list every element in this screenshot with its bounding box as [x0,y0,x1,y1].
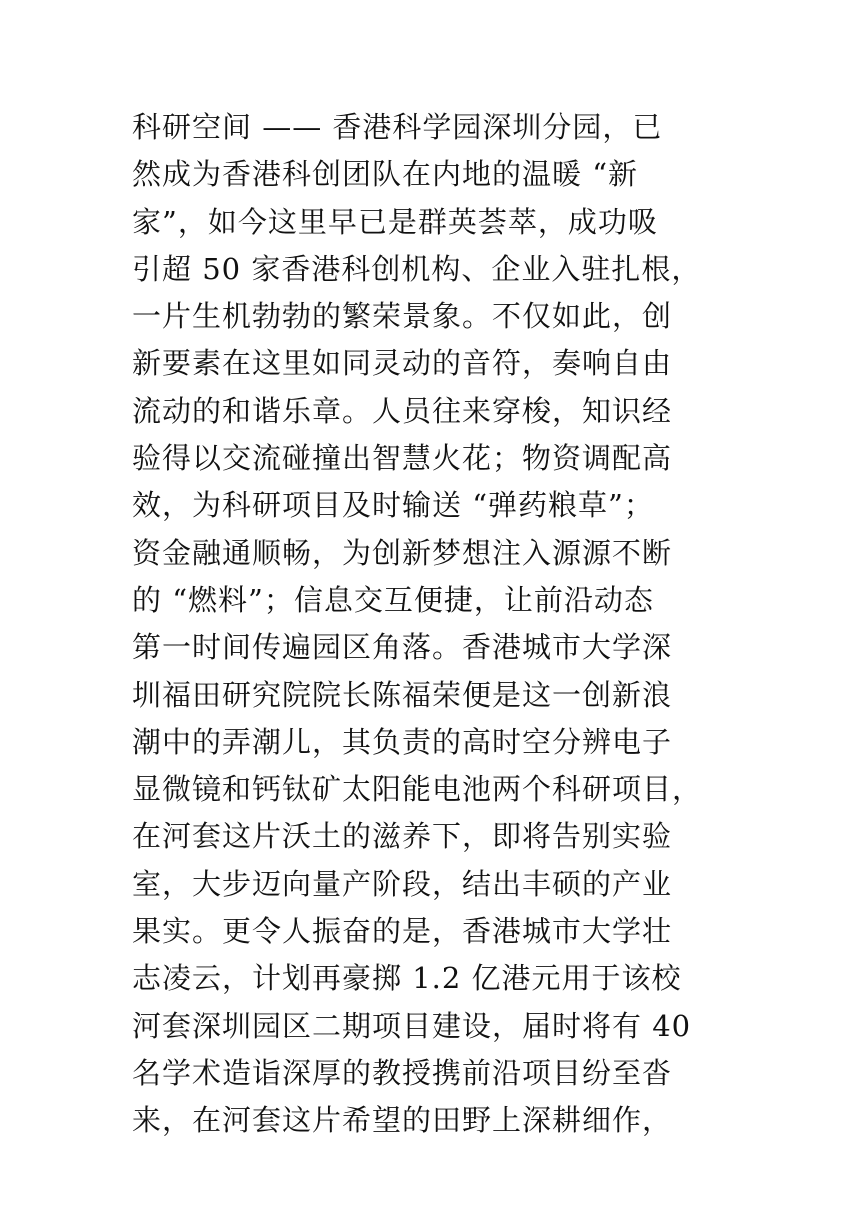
text-line: 名学术造诣深厚的教授携前沿项目纷至沓 [132,1055,673,1090]
text-line: 室，大步迈向量产阶段，结出丰硕的产业 [132,866,673,901]
text-line: 来，在河套这片希望的田野上深耕细作， [132,1103,673,1138]
text-line: 验得以交流碰撞出智慧火花；物资调配高 [132,441,673,476]
text-line: 新要素在这里如同灵动的音符，奏响自由 [132,346,673,381]
text-line: 引超 50 家香港科创机构、企业入驻扎根， [132,251,702,286]
text-line: 显微镜和钙钛矿太阳能电池两个科研项目， [132,772,703,807]
article-paragraph [132,104,732,1145]
text-line: 第一时间传遍园区角落。香港城市大学深 [132,630,673,665]
text-line: 在河套这片沃土的滋养下，即将告别实验 [132,819,673,854]
text-line: 的 “燃料”；信息交互便捷，让前沿动态 [132,582,654,617]
text-line: 科研空间 —— 香港科学园深圳分园，已 [132,110,663,144]
text-line: 河套深圳园区二期项目建设，届时将有 40 [132,1008,692,1043]
text-line: 流动的和谐乐章。人员往来穿梭，知识经 [132,393,673,428]
text-line: 然成为香港科创团队在内地的温暖 “新 [132,157,639,192]
text-line: 潮中的弄潮儿，其负责的高时空分辨电子 [132,724,673,759]
text-line: 志凌云，计划再豪掷 1.2 亿港元用于该校 [132,961,682,996]
text-line: 资金融通顺畅，为创新梦想注入源源不断 [132,535,673,570]
text-line: 圳福田研究院院长陈福荣便是这一创新浪 [132,677,673,712]
text-line: 一片生机勃勃的繁荣景象。不仅如此，创 [132,299,673,334]
text-line: 效，为科研项目及时输送 “弹药粮草”； [132,488,654,523]
text-line: 果实。更令人振奋的是，香港城市大学壮 [132,914,673,949]
text-line: 家”，如今这里早已是群英荟萃，成功吸 [132,204,658,239]
